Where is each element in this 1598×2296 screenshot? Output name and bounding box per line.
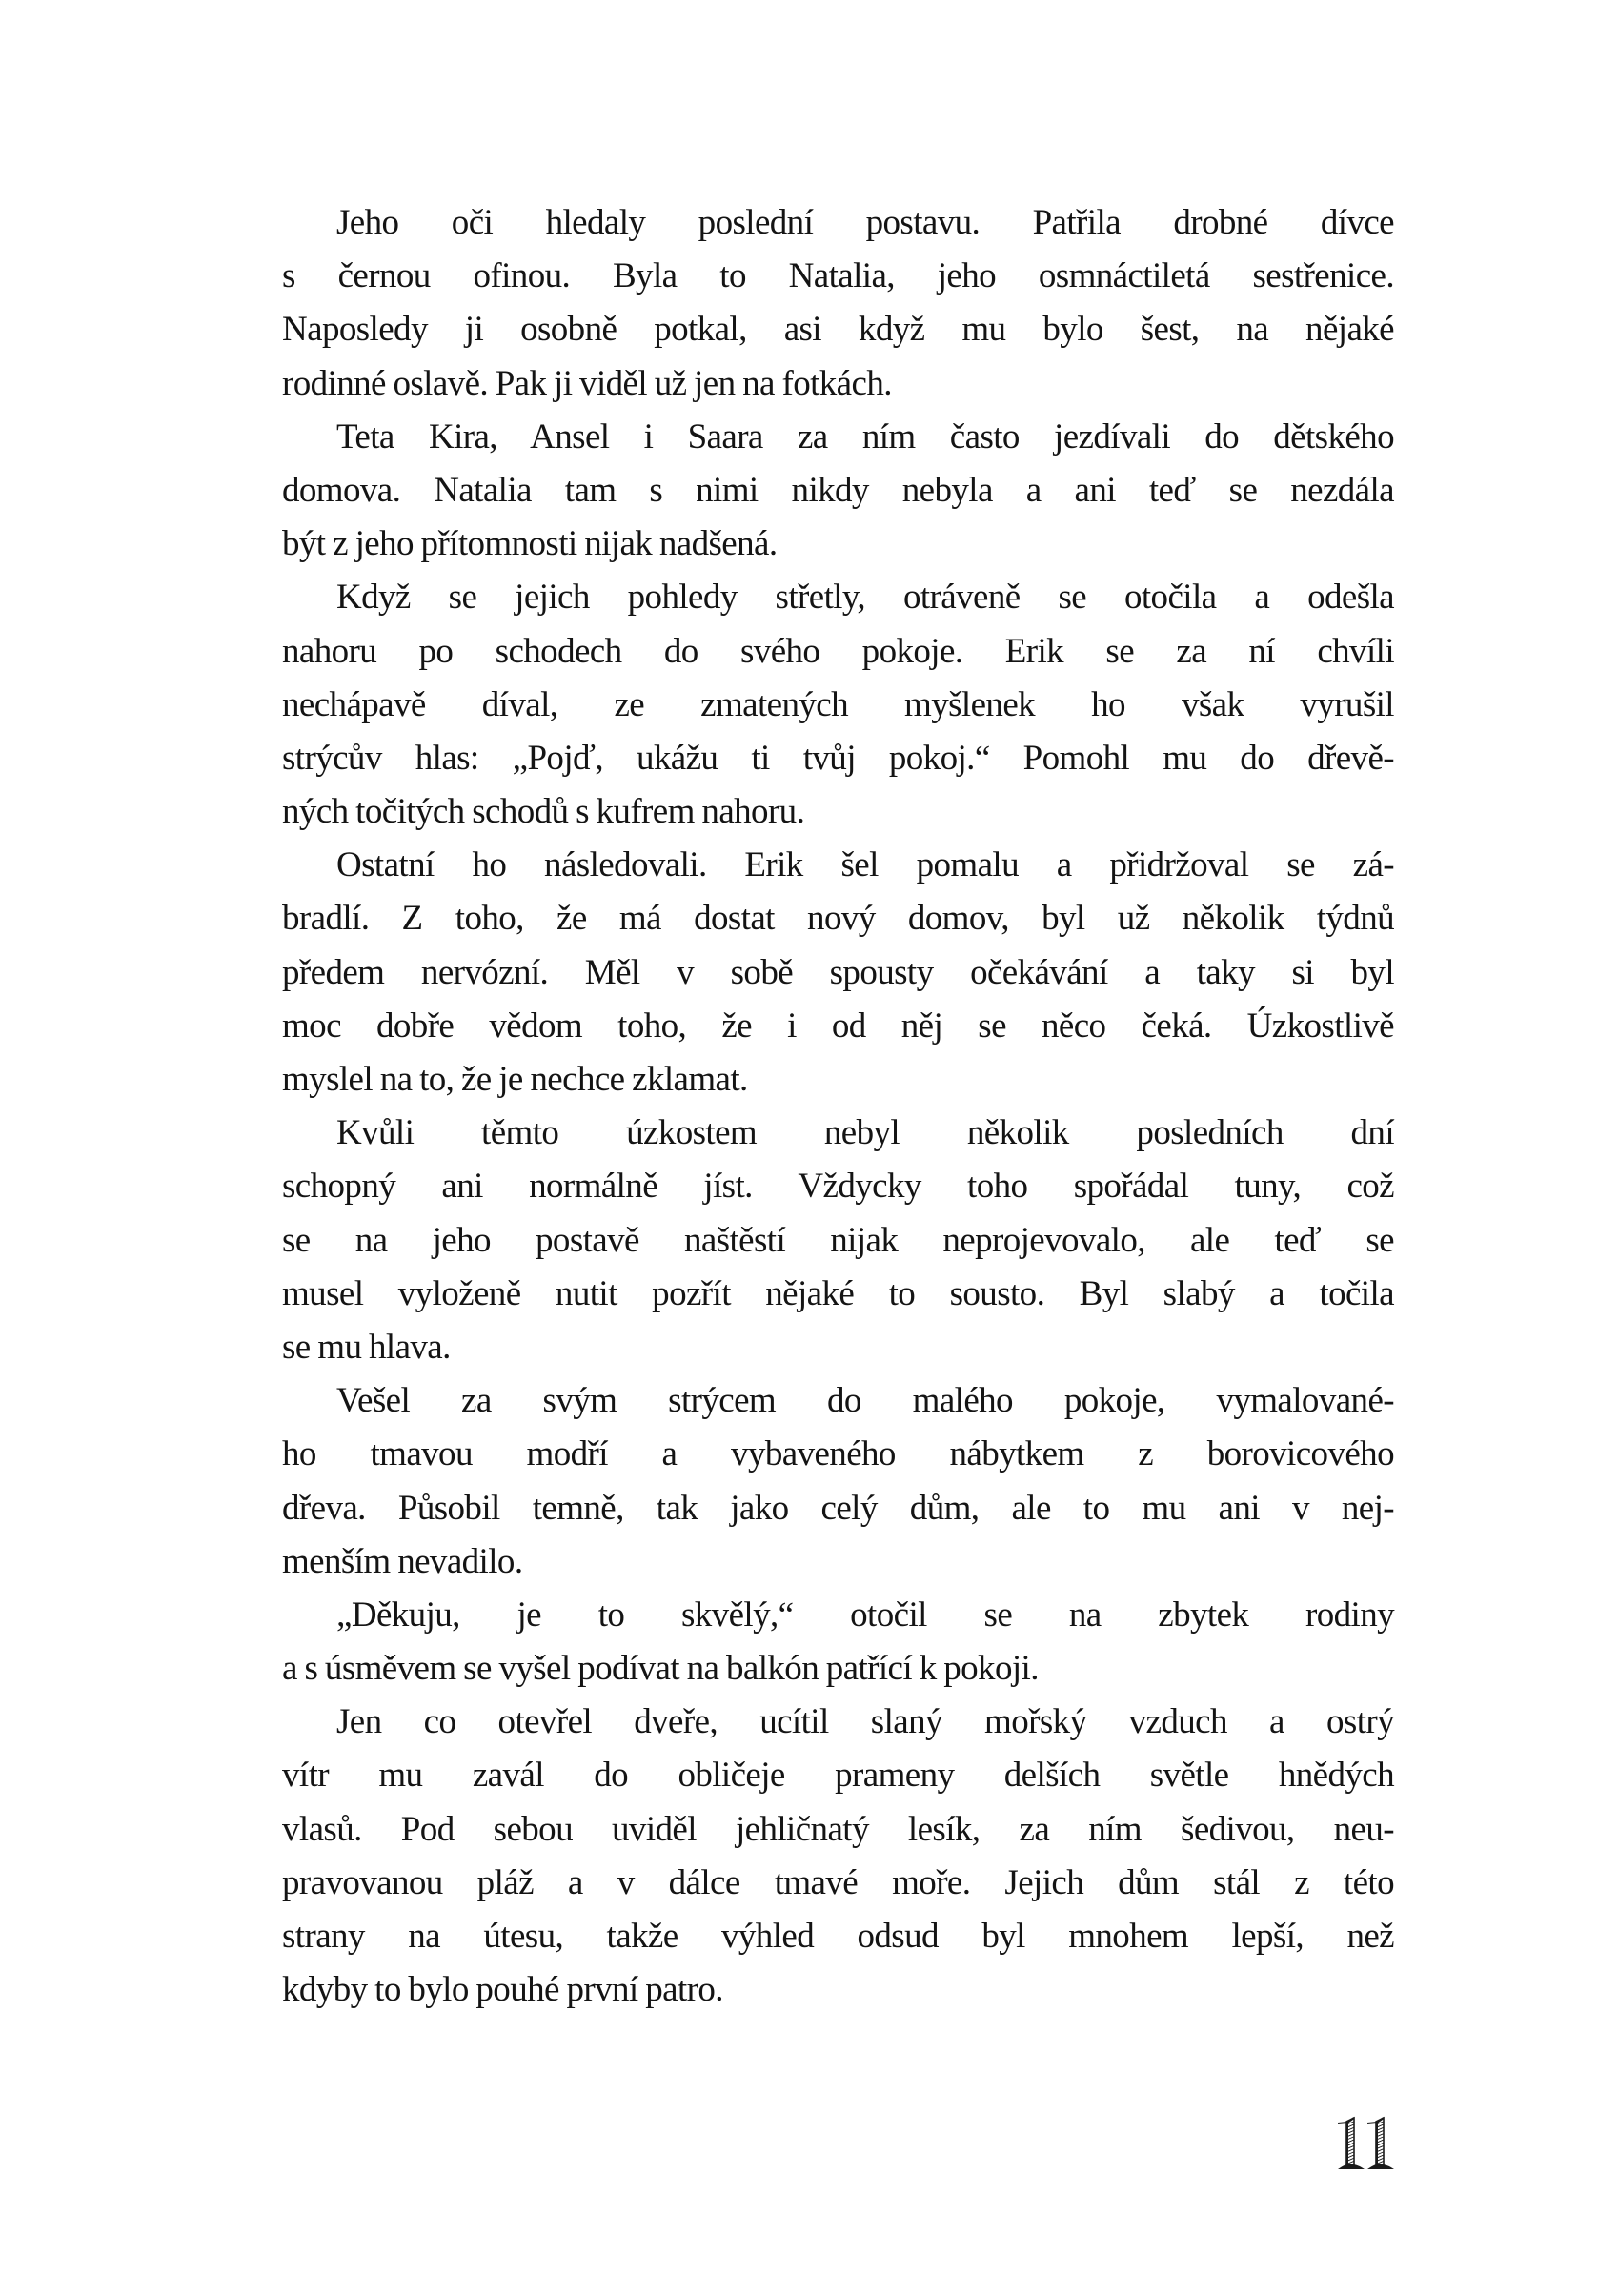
text-line: musel vyloženě nutit pozřít nějaké to sousto. Byl slabý a točila — [282, 1273, 1394, 1313]
text-line: Když se jejich pohledy střetly, otráveně se otočila a odešla — [336, 578, 1394, 618]
paragraph — [282, 1374, 1394, 1589]
text-line: s černou ofinou. Byla to Natalia, jeho osmnáctiletá sestřenice. — [282, 256, 1394, 296]
text-line: Teta Kira, Ansel i Saara za ním často jezdívali do dětského — [336, 417, 1394, 457]
text-line: vlasů. Pod sebou uviděl jehličnatý lesík, za ním šedivou, neu- — [282, 1809, 1394, 1849]
text-line: se na jeho postavě naštěstí nijak neprojevovalo, ale teď se — [282, 1220, 1394, 1260]
text-line: pravovanou pláž a v dálce tmavé moře. Jejich dům stál z této — [282, 1862, 1394, 1902]
paragraph — [282, 196, 1394, 411]
text-line: kdyby to bylo pouhé první patro. — [282, 1970, 723, 2010]
text-line: předem nervózní. Měl v sobě spousty očekávání a taky si byl — [282, 952, 1394, 992]
text-line: myslel na to, že je nechce zklamat. — [282, 1060, 748, 1099]
text-line: menším nevadilo. — [282, 1541, 523, 1581]
text-line: domova. Natalia tam s nimi nikdy nebyla a ani teď se nezdála — [282, 470, 1394, 510]
text-line: strany na útesu, takže výhled odsud byl mnohem lepší, než — [282, 1917, 1394, 1956]
text-line: dřeva. Působil temně, tak jako celý dům, ale to mu ani v nej- — [282, 1488, 1394, 1528]
body-text — [282, 196, 1394, 2017]
page-number-digit — [1338, 2118, 1365, 2169]
page-number — [1332, 2103, 1399, 2175]
text-line: strýcův hlas: „Pojď, ukážu ti tvůj pokoj.“ Pomohl mu do dřevě- — [282, 738, 1394, 778]
page-number-glyphs — [1336, 2116, 1399, 2175]
text-line: a s úsměvem se vyšel podívat na balkón patřící k pokoji. — [282, 1649, 1039, 1689]
text-line: Kvůli těmto úzkostem nebyl několik posledních dní — [336, 1113, 1394, 1153]
text-line: moc dobře vědom toho, že i od něj se něco čeká. Úzkostlivě — [282, 1006, 1394, 1046]
text-line: nahoru po schodech do svého pokoje. Erik se za ní chvíli — [282, 631, 1394, 671]
text-line: „Děkuju, je to skvělý,“ otočil se na zbytek rodiny — [336, 1595, 1394, 1635]
paragraph — [282, 571, 1394, 839]
text-line: ho tmavou modří a vybaveného nábytkem z borovicového — [282, 1434, 1394, 1474]
paragraph — [282, 1589, 1394, 1696]
text-line: rodinné oslavě. Pak ji viděl už jen na fotkách. — [282, 363, 892, 403]
text-line: Jen co otevřel dveře, ucítil slaný mořský vzduch a ostrý — [336, 1702, 1394, 1742]
text-line: vítr mu zavál do obličeje prameny delších světle hnědých — [282, 1756, 1394, 1796]
text-line: být z jeho přítomnosti nijak nadšená. — [282, 524, 778, 564]
paragraph — [282, 839, 1394, 1107]
text-line: bradlí. Z toho, že má dostat nový domov, byl už několik týdnů — [282, 899, 1394, 939]
text-line: ných točitých schodů s kufrem nahoru. — [282, 792, 805, 832]
paragraph — [282, 1696, 1394, 2017]
text-line: Naposledy ji osobně potkal, asi když mu bylo šest, na nějaké — [282, 310, 1394, 350]
text-line: Jeho oči hledaly poslední postavu. Patřila drobné dívce — [336, 203, 1394, 242]
page-number-digit — [1367, 2118, 1394, 2169]
paragraph — [282, 1107, 1394, 1374]
text-line: schopný ani normálně jíst. Vždycky toho spořádal tuny, což — [282, 1167, 1394, 1207]
text-line: Ostatní ho následovali. Erik šel pomalu a přidržoval se zá- — [336, 845, 1394, 885]
text-line: se mu hlava. — [282, 1327, 451, 1367]
paragraph — [282, 411, 1394, 572]
text-line: nechápavě díval, ze zmatených myšlenek ho však vyrušil — [282, 684, 1394, 724]
text-line: Vešel za svým strýcem do malého pokoje, vymalované- — [336, 1381, 1394, 1421]
